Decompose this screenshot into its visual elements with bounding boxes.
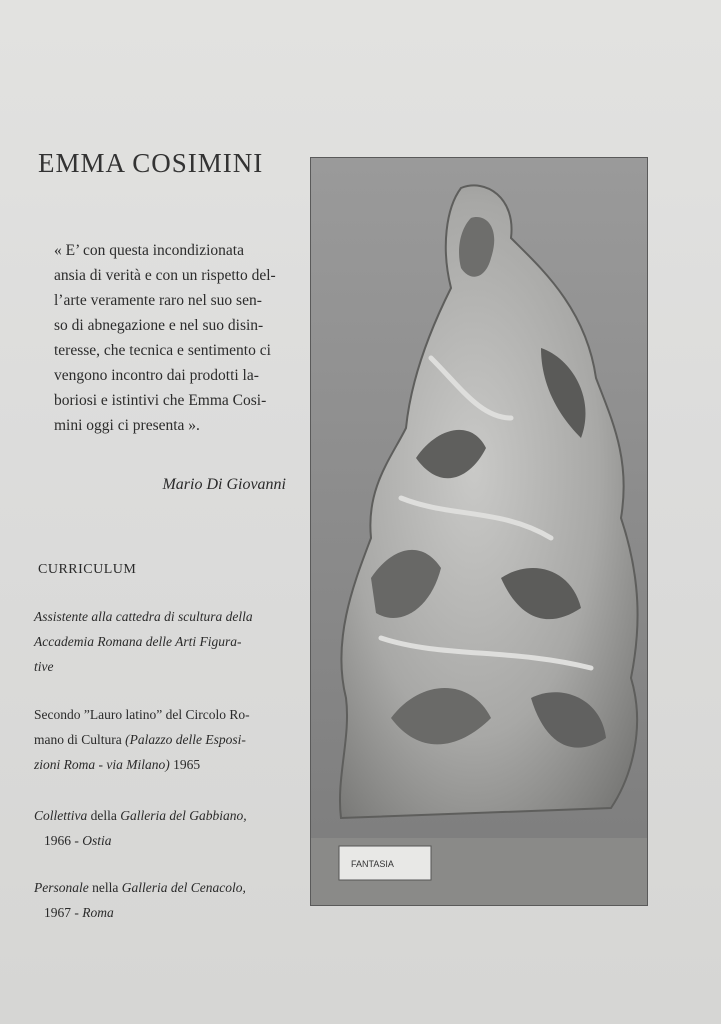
cv-text: 1967 xyxy=(44,905,71,920)
cv-line xyxy=(34,803,296,828)
quote-line: ansia di verità e con un rispetto del- xyxy=(54,267,276,284)
sculpture-illustration xyxy=(311,158,647,905)
sculpture-photo xyxy=(310,157,648,906)
cv-text: della xyxy=(90,808,117,823)
curriculum-heading: CURRICULUM xyxy=(38,562,137,577)
cv-line xyxy=(34,727,296,752)
cv-text-italic: Collettiva xyxy=(34,808,88,823)
cv-line: tive xyxy=(34,659,54,674)
cv-text-italic: - Roma xyxy=(74,905,114,920)
cv-text-italic: Galleria del Cenacolo, xyxy=(121,880,246,895)
quote-line: so di abnegazione e nel suo disin- xyxy=(54,317,264,334)
cv-text: 1966 xyxy=(44,833,71,848)
quote-author: Mario Di Giovanni xyxy=(162,476,286,493)
cv-text-italic: Personale xyxy=(34,880,89,895)
quote-line: mini oggi ci presenta ». xyxy=(54,417,200,434)
cv-line: Accademia Romana delle Arti Figura- xyxy=(34,634,242,649)
curriculum-item xyxy=(34,702,296,777)
cv-text-italic: Galleria del Gabbiano, xyxy=(120,808,247,823)
cv-text: nella xyxy=(92,880,119,895)
cv-line xyxy=(34,828,296,853)
cv-text-italic: (Palazzo delle Esposi- xyxy=(125,732,246,747)
cv-line xyxy=(34,752,296,777)
quote-line: boriosi e istintivi che Emma Cosi- xyxy=(54,392,267,409)
critic-quote xyxy=(54,238,286,438)
quote-line: l’arte veramente raro nel suo sen- xyxy=(54,292,262,309)
curriculum-item xyxy=(34,803,296,853)
curriculum-item xyxy=(34,604,296,679)
quote-line: « E’ con questa incondizionata xyxy=(54,242,244,259)
curriculum-item xyxy=(34,875,296,925)
artwork-label-text: FANTASIA xyxy=(351,859,394,869)
cv-line: Secondo ”Lauro latino” del Circolo Ro- xyxy=(34,707,250,722)
quote-line: vengono incontro dai prodotti la- xyxy=(54,367,259,384)
cv-text-italic: zioni Roma - via Milano) xyxy=(34,757,170,772)
artist-name-title: EMMA COSIMINI xyxy=(38,148,264,178)
quote-line: teresse, che tecnica e sentimento ci xyxy=(54,342,271,359)
cv-text: 1965 xyxy=(173,757,201,772)
cv-line xyxy=(34,875,296,900)
cv-line xyxy=(34,900,296,925)
cv-text: mano di Cultura xyxy=(34,732,122,747)
cv-line: Assistente alla cattedra di scultura della xyxy=(34,609,253,624)
cv-text-italic: - Ostia xyxy=(74,833,112,848)
